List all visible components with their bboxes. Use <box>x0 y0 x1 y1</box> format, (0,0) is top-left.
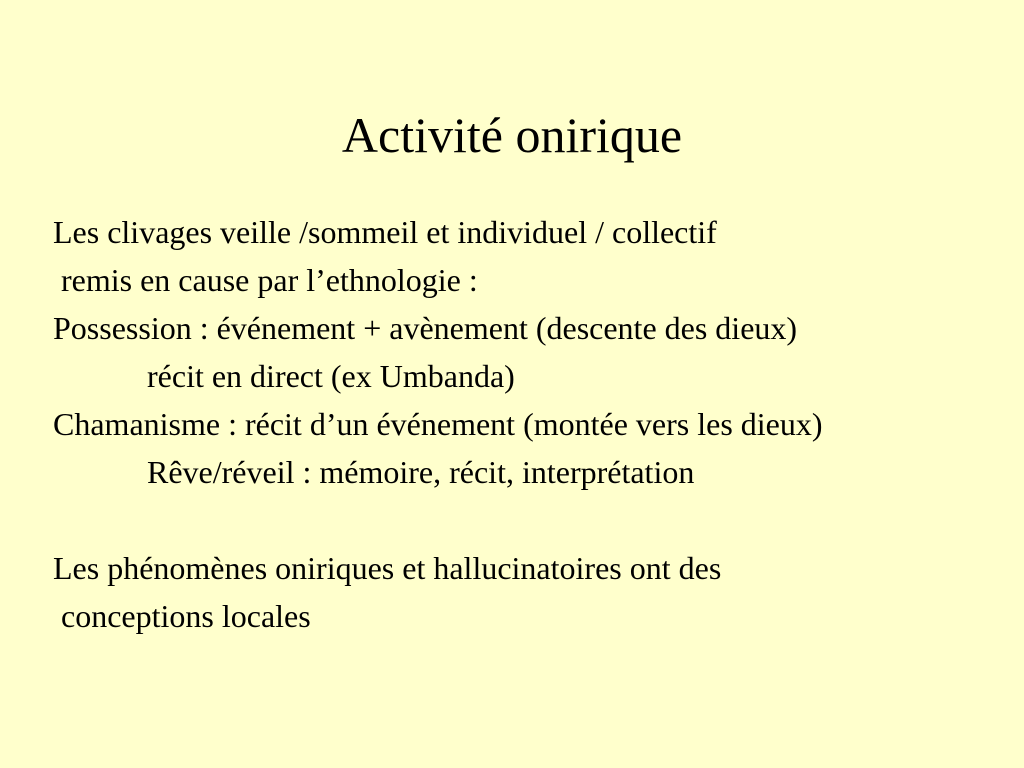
body-line-4: récit en direct (ex Umbanda) <box>147 358 515 394</box>
slide-title: Activité onirique <box>341 107 683 163</box>
blank-spacer <box>45 496 1020 544</box>
body-line-7: Les phénomènes oniriques et hallucinatoires ont des <box>45 550 722 586</box>
slide-body <box>45 208 1020 640</box>
body-line-3: Possession : événement + avènement (descente des dieux) <box>45 310 798 346</box>
body-line-2: remis en cause par l’ethnologie : <box>45 262 478 298</box>
body-line-1: Les clivages veille /sommeil et individuel / collectif <box>45 214 717 250</box>
body-line-6: Rêve/réveil : mémoire, récit, interprétation <box>147 454 695 490</box>
body-line-8: conceptions locales <box>45 598 311 634</box>
body-line-5: Chamanisme : récit d’un événement (montée vers les dieux) <box>45 406 823 442</box>
